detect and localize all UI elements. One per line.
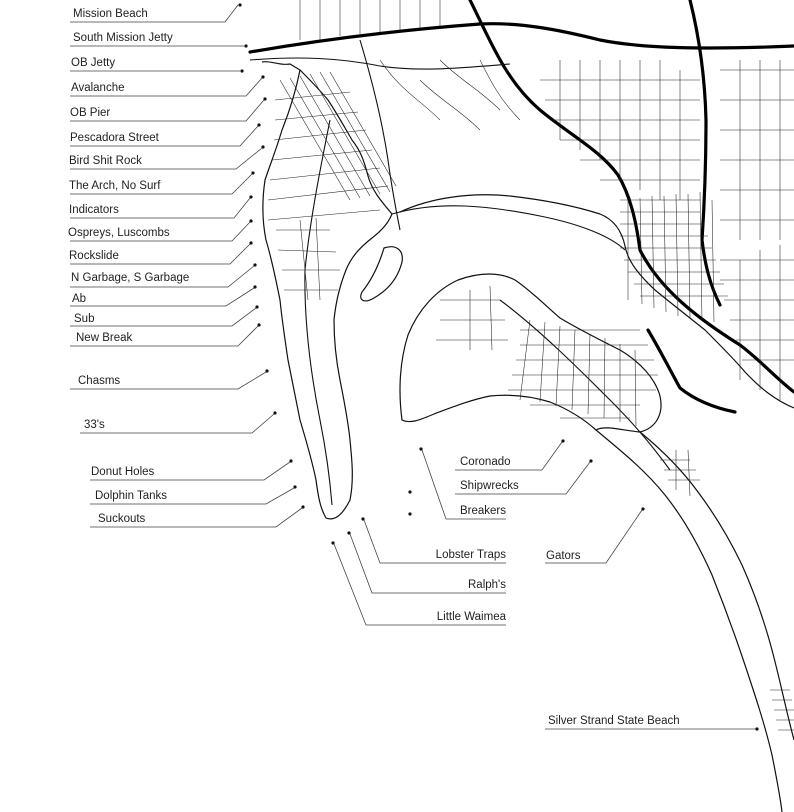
label-pescadora-street: Pescadora Street bbox=[70, 132, 159, 144]
label-dolphin-tanks: Dolphin Tanks bbox=[95, 490, 168, 502]
label-silver-strand: Silver Strand State Beach bbox=[548, 715, 680, 727]
point-loma-bayside bbox=[300, 70, 392, 214]
label-breakers: Breakers bbox=[459, 505, 506, 517]
label-ob-pier: OB Pier bbox=[70, 107, 111, 119]
spot-labels bbox=[68, 8, 680, 727]
highway-163 bbox=[690, 0, 720, 305]
label-sub: Sub bbox=[74, 313, 95, 325]
silver-strand-inner bbox=[640, 432, 794, 740]
silver-strand-coastline bbox=[596, 430, 782, 812]
leader-lines bbox=[70, 5, 756, 729]
label-coronado: Coronado bbox=[460, 456, 511, 468]
label-chasms: Chasms bbox=[78, 375, 121, 387]
shelter-island bbox=[361, 247, 403, 301]
label-rockslide: Rockslide bbox=[69, 250, 119, 262]
label-avalanche: Avalanche bbox=[71, 82, 125, 94]
label-donut-holes: Donut Holes bbox=[91, 466, 155, 478]
orange-avenue bbox=[500, 300, 670, 470]
label-shipwrecks: Shipwrecks bbox=[460, 480, 519, 492]
label-ospreys-luscombs: Ospreys, Luscombs bbox=[68, 227, 170, 239]
highway-8 bbox=[250, 24, 794, 52]
label-south-mission-jetty: South Mission Jetty bbox=[73, 32, 173, 44]
catalina-blvd bbox=[305, 120, 332, 505]
harbor-shoreline bbox=[400, 195, 794, 408]
label-suckouts: Suckouts bbox=[98, 513, 146, 525]
label-mission-beach: Mission Beach bbox=[73, 8, 148, 20]
label-n-garbage-s-garbage: N Garbage, S Garbage bbox=[71, 272, 190, 284]
label-new-break: New Break bbox=[76, 332, 133, 344]
label-little-waimea: Little Waimea bbox=[436, 611, 506, 623]
harbor-drive bbox=[392, 206, 625, 250]
ocean-beach-freeway bbox=[250, 58, 510, 69]
rosecrans-street bbox=[360, 40, 400, 230]
label-ob-jetty: OB Jetty bbox=[71, 57, 116, 69]
label-ab: Ab bbox=[72, 293, 87, 305]
label-lobster-traps: Lobster Traps bbox=[435, 549, 506, 561]
label-ralphs: Ralph's bbox=[468, 579, 506, 591]
label-the-arch: The Arch, No Surf bbox=[69, 180, 161, 192]
highway-5 bbox=[470, 0, 794, 392]
label-indicators: Indicators bbox=[69, 204, 119, 216]
coronado-coastline bbox=[400, 274, 661, 432]
label-gators: Gators bbox=[546, 550, 581, 562]
map-base bbox=[250, 0, 794, 812]
label-33s: 33's bbox=[84, 419, 105, 431]
label-bird-shit-rock: Bird Shit Rock bbox=[69, 155, 142, 167]
uptown-streets bbox=[300, 0, 794, 240]
